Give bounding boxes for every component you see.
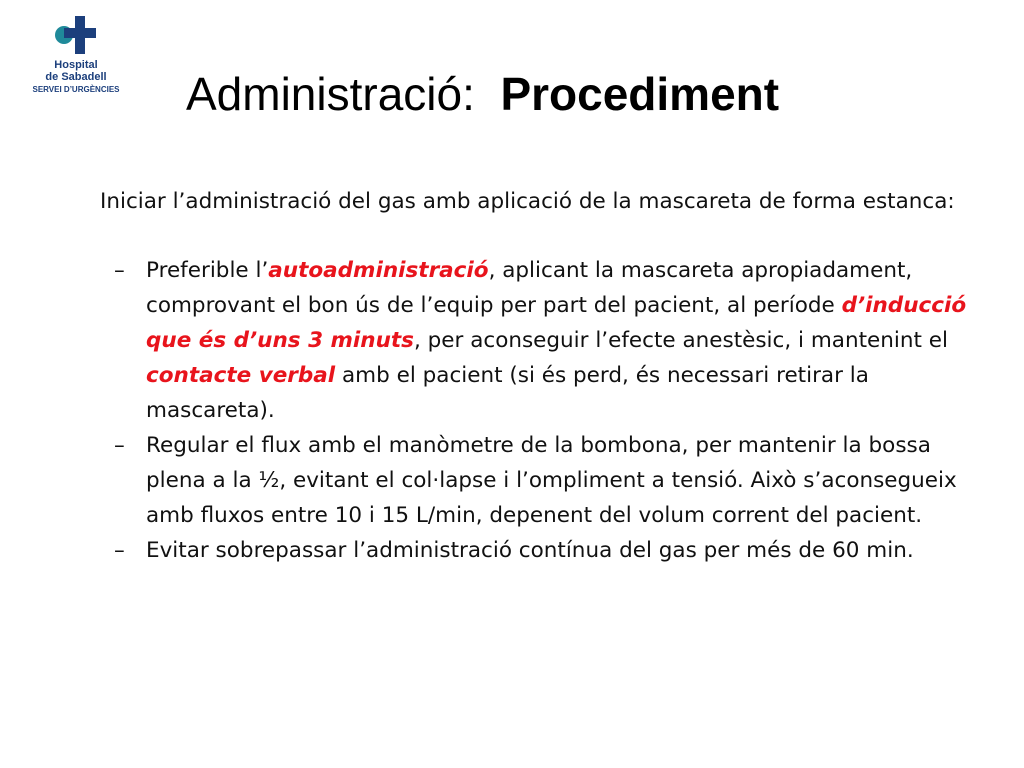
list-item [100,533,980,568]
hospital-name-line2: de Sabadell [45,71,107,83]
slide-content [100,184,980,568]
item-text: Regular el flux amb el manòmetre de la bombona, per mantenir la bossa plena a la ½, evitant el col·lapse i l’ompliment a tensió. Això s’aconsegueix amb fluxos entre 10 i 15 L/min, depenent del volum corrent del pacient. [146,433,957,528]
intro-paragraph: Iniciar l’administració del gas amb aplicació de la mascareta de forma estanca: [100,189,955,214]
item-text: Preferible l’ [146,258,269,283]
hospital-name-line1: Hospital [54,59,98,71]
department-label: SERVEI D’URGÈNCIES [32,85,120,94]
slide-title [186,64,779,124]
item-text: , per aconseguir l’efecte anestèsic, i mantenint el [413,328,948,353]
title-prefix: Administració: [186,68,475,120]
title-main: Procediment [500,68,780,120]
emphasis-text: autoadministració [268,258,489,283]
list-item [100,428,980,533]
dash-bullet: – [114,433,125,458]
hospital-logo [22,10,130,100]
hospital-cross-icon [52,14,100,58]
item-text: Evitar sobrepassar l’administració contínua del gas per més de 60 min. [146,538,914,563]
list-item [100,253,980,428]
dash-bullet: – [114,258,125,283]
emphasis-text: contacte verbal [146,363,336,388]
procedure-list [100,253,980,568]
item-text: , aplicant la mascareta apropiadament, comprovant el bon ús de l’equip per part del pacient, al període [146,258,913,318]
hospital-name [22,59,130,83]
dash-bullet: – [114,538,125,563]
item-text: amb el pacient (si és perd, és necessari retirar la mascareta). [146,363,869,423]
emphasis-text: d’inducció que és d’uns 3 minuts [146,293,967,353]
